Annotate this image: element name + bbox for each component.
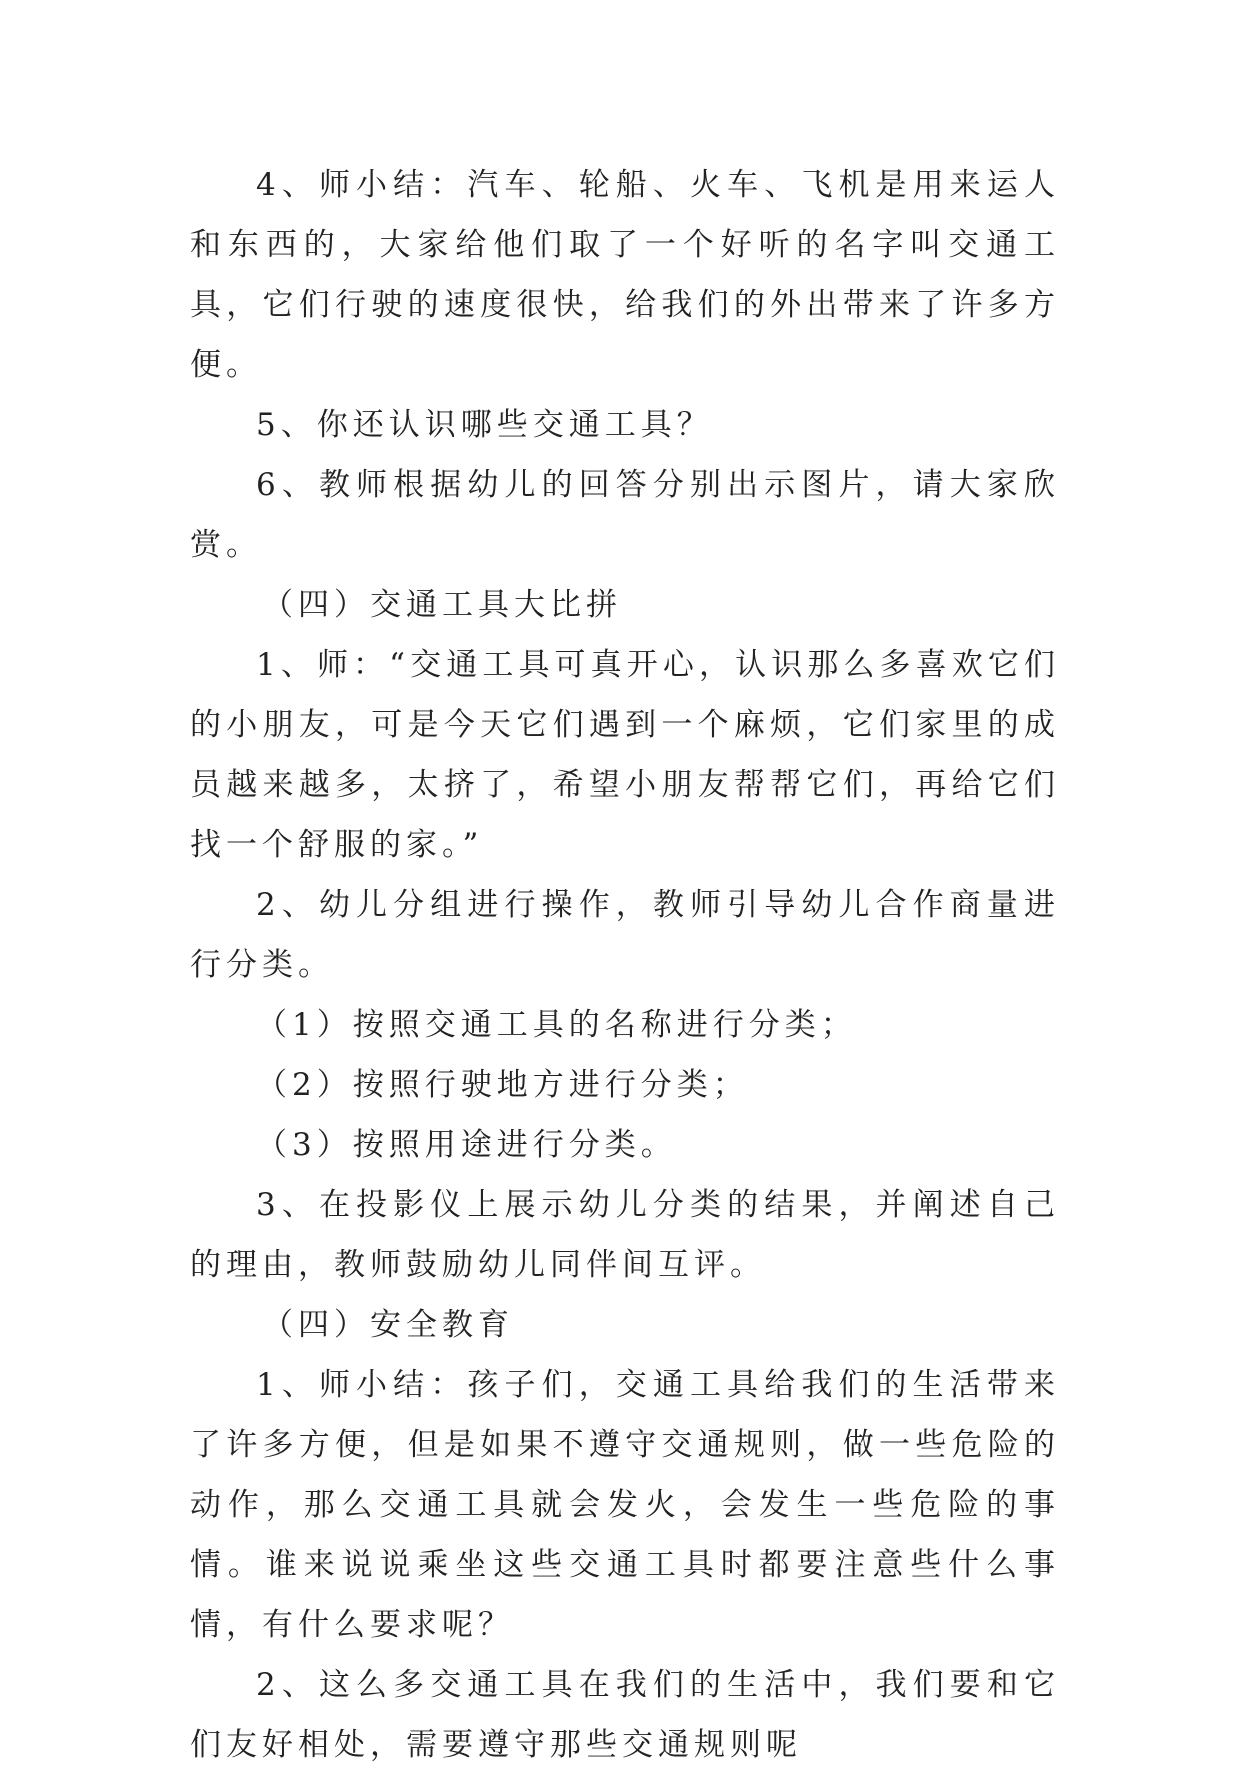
document-body [190, 155, 1060, 1775]
paragraph: 4、师小结：汽车、轮船、火车、飞机是用来运人和东西的，大家给他们取了一个好听的名字叫交通工具，它们行驶的速度很快，给我们的外出带来了许多方便。 [190, 167, 1060, 383]
paragraph: 1、师：“交通工具可真开心，认识那么多喜欢它们的小朋友，可是今天它们遇到一个麻烦，它们家里的成员越来越多，太挤了，希望小朋友帮帮它们，再给它们找一个舒服的家。” [190, 647, 1060, 863]
paragraph: 2、这么多交通工具在我们的生活中，我们要和它们友好相处，需要遵守那些交通规则呢 [190, 1667, 1060, 1763]
paragraph: 3、在投影仪上展示幼儿分类的结果，并阐述自己的理由，教师鼓励幼儿同伴间互评。 [190, 1187, 1060, 1283]
paragraph: 6、教师根据幼儿的回答分别出示图片，请大家欣赏。 [190, 467, 1060, 563]
section-heading: （四）安全教育 [262, 1307, 514, 1343]
list-item: （1）按照交通工具的名称进行分类； [256, 1007, 857, 1043]
paragraph: 2、幼儿分组进行操作，教师引导幼儿合作商量进行分类。 [190, 887, 1060, 983]
list-item: （2）按照行驶地方进行分类； [256, 1067, 749, 1103]
paragraph: 5、你还认识哪些交通工具？ [256, 407, 713, 443]
section-heading: （四）交通工具大比拼 [262, 587, 622, 623]
paragraph: 1、师小结：孩子们，交通工具给我们的生活带来了许多方便，但是如果不遵守交通规则，做一些危险的动作，那么交通工具就会发火，会发生一些危险的事情。谁来说说乘坐这些交通工具时都要注意些什么事情，有什么要求呢？ [190, 1367, 1060, 1643]
list-item: （3）按照用途进行分类。 [256, 1127, 677, 1163]
